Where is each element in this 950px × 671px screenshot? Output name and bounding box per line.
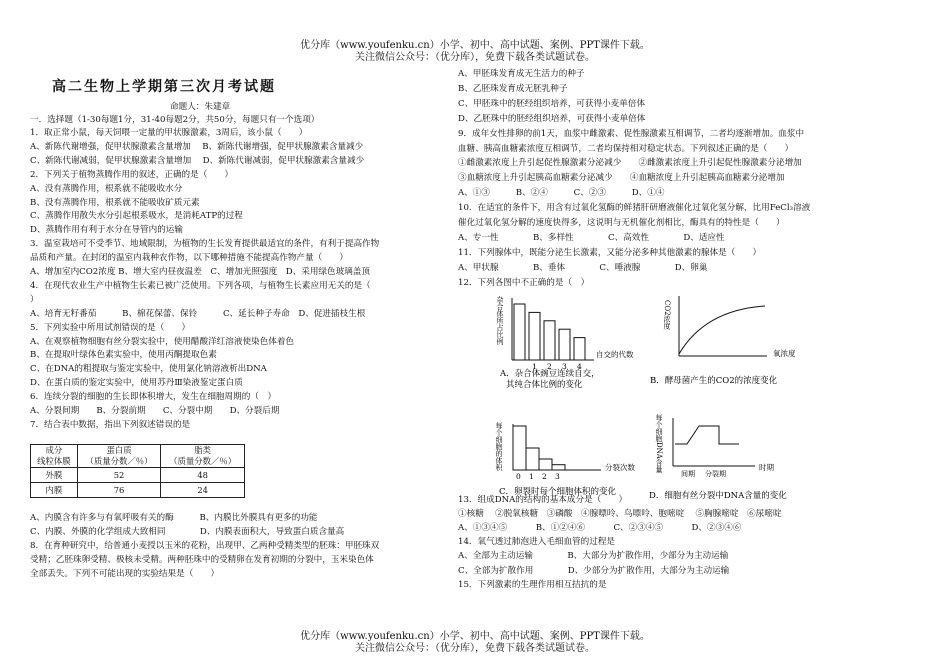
chart-c-caption: C．卵裂时每个细胞体积的变化 (499, 487, 617, 497)
chart-c-tick: 1 (529, 472, 534, 481)
table-header-2b: （质量分数／％） (85, 456, 153, 466)
footer-line2: 关注微信公众号：（优分库），免费下载各类试题试卷。 (355, 643, 595, 654)
question-line: D、蒸腾作用有利于水分在导管内的运输 (30, 225, 183, 236)
membrane-table (30, 444, 245, 498)
chart-d-caption: D．细胞有丝分裂中DNA含量的变化 (649, 491, 787, 501)
chart-a (480, 290, 670, 390)
table-header-cell (31, 445, 78, 468)
chart-d-tick-mitosis: 分裂期 (705, 470, 726, 478)
chart-c-bars (513, 426, 565, 470)
chart-d (635, 410, 835, 505)
chart-a-tick: 2 (547, 362, 552, 371)
question-line: A、甲胚珠发育成无生活力的种子 (458, 69, 585, 79)
chart-d-xlabel: 时期 (759, 463, 774, 472)
question-line: C、蒸腾作用散失水分引起根系吸水，是消耗ATP的过程 (30, 211, 243, 222)
question-line: 5．下列实验中所用试剂错误的是（ ） (30, 322, 191, 333)
question-line: 受精；乙胚珠卵受精、极核未受精。两种胚珠中的受精卵在发育初期的分裂中，玉米染色体 (30, 554, 374, 565)
chart-c-bar (539, 459, 552, 470)
question-line: 3．温室栽培可不受季节、地域限制，为植物的生长发育提供最适宜的条件，有利于提高作物 (30, 239, 380, 250)
chart-d-ylabel: 每个细胞DNA含量 (655, 414, 663, 473)
question-line: ） (30, 294, 39, 305)
question-line: C、内膜、外膜的化学组成大致相同 D、内膜表面积大，导致蛋白质含量高 (30, 526, 345, 537)
header-line2: 关注微信公众号：（优分库），免费下载各类试题试卷。 (355, 52, 595, 63)
chart-c-bar (526, 448, 539, 470)
chart-c-tick: 0 (516, 472, 521, 481)
chart-a-tick: 1 (532, 362, 537, 371)
question-line: A、①③④⑤ B、①②④⑥ C、②③④⑤ D、②③④⑥ (458, 523, 742, 534)
question-line: A、内膜含有许多与有氧呼吸有关的酶 B、内膜比外膜具有更多的功能 (30, 513, 318, 523)
question-line: 14．氧气透过肺泡进入毛细血管的过程是 (458, 537, 616, 548)
table-header-1: 成分 (45, 445, 63, 455)
question-line: A、没有蒸腾作用，根系就不能吸收水分 (30, 183, 183, 194)
question-line: 催化过氧化氢分解的速度快得多，这说明与无机催化剂相比，酶具有的特性是（ ） (458, 218, 785, 228)
question-line: A、专一性 B、多样性 C、高效性 D、适应性 (458, 232, 725, 243)
table-row (31, 468, 245, 483)
exam-title: 高二生物上学期第三次月考试题 (52, 79, 276, 95)
question-line: ①雌激素浓度上升引起促性腺激素分泌减少 ②雌激素浓度上升引起促性腺激素分泌增加 (458, 158, 802, 169)
chart-b-xlabel: 氧浓度 (773, 349, 796, 358)
exam-author: 命题人：朱建章 (170, 102, 231, 112)
chart-a-ylabel: 杂合体所占比例 (496, 296, 504, 345)
chart-a-caption2: 其纯合体比例的变化 (506, 380, 583, 390)
table-header-3: 脂类 (194, 445, 212, 455)
chart-c-tick: 3 (555, 472, 560, 481)
question-line: A、甲状腺 B、垂体 C、唾液腺 D、卵巢 (458, 262, 708, 273)
question-line: 血糖、胰高血糖素浓度互相调节，二者均保持相对稳定状态。下列叙述正确的是（ ） (458, 143, 794, 154)
chart-c-xlabel: 分裂次数 (605, 463, 635, 472)
question-line: 11．下列腺体中，既能分泌生长激素，又能分泌多种其他激素的腺体是（ ） (458, 247, 762, 258)
exam-instructions: 一．选择题（1-30每题1分，31-40每题2分，共50分，每题只有一个选项） (30, 115, 320, 125)
question-line: B、没有蒸腾作用，根系就不能吸收矿质元素 (30, 197, 200, 208)
chart-c-bar (552, 465, 565, 470)
table-header-cell (77, 445, 161, 468)
table-cell: 52 (77, 468, 161, 483)
question-line: A、分裂间期 B、分裂前期 C、分裂中期 D、分裂后期 (30, 406, 280, 416)
question-line: A、①③ B、②④ C、②③ D、①④ (458, 188, 665, 199)
question-line: 13．组成DNA的结构的基本成分是（ ） (458, 495, 628, 505)
question-line: ①核糖 ②脱氧核糖 ③磷酸 ④腺嘌呤、鸟嘌呤、胞嘧啶 ⑤胸腺嘧啶 ⑥尿嘧啶 (458, 509, 782, 520)
table-cell: 内膜 (31, 483, 78, 498)
table-cell: 外膜 (31, 468, 78, 483)
chart-c-tick: 2 (542, 472, 547, 481)
table-cell: 48 (161, 468, 245, 483)
question-line: D、乙胚珠中的胚经组织培养，可获得小麦单倍体 (458, 113, 646, 124)
chart-c-ticks (516, 472, 560, 481)
chart-a-caption1: A．杂合体豌豆连续自交， (500, 369, 600, 379)
question-line: 4．在现代农业生产中植物生长素已被广泛使用。下列各项，与植物生长素应用无关的是（ (30, 280, 371, 291)
table-cell: 76 (77, 483, 161, 498)
question-line: C、在DNA的粗提取与鉴定实验中，使用氯化钠溶液析出DNA (30, 364, 267, 375)
chart-b-caption: B．酵母菌产生的CO2的浓度变化 (650, 376, 778, 386)
table-header-row (31, 445, 245, 468)
chart-c-ylabel: 每个细胞的体积 (495, 422, 503, 471)
chart-a-xlabel: 自交的代数 (596, 350, 634, 359)
question-line: 全部丢失。下列不可能出现的实验结果是（ ） (30, 568, 220, 579)
chart-b-ylabel: CO2浓度 (663, 300, 671, 330)
chart-a-bar (544, 321, 555, 360)
question-line: 12．下列各图中不正确的是（ ） (458, 277, 590, 288)
table-header-2: 蛋白质 (106, 445, 132, 455)
question-line: B、在提取叶绿体色素实验中，使用丙酮提取色素 (30, 350, 217, 361)
footer-line1: 优分库（www.youfenku.cn）小学、初中、高中试题、案例、PPT课件下载。 (300, 631, 650, 642)
question-line: C、新陈代谢减弱，促甲状腺激素含量增加 D、新陈代谢减弱，促甲状腺激素含量减少 (30, 155, 365, 166)
table-header-3b: （质量分数／％） (169, 456, 237, 466)
question-line: A、在观察植物细胞有丝分裂实验中，使用醋酸洋红溶液使染色体着色 (30, 336, 295, 347)
question-line: 1．取正常小鼠，每天饲喂一定量的甲状腺激素，3周后，该小鼠（ ） (30, 128, 308, 138)
chart-a-tick: 3 (562, 362, 567, 371)
question-line: 8．在育种研究中，给普通小麦授以玉米的花粉，出现甲、乙两种受精类型的胚珠：甲胚珠双 (30, 540, 380, 551)
header-line1: 优分库（www.youfenku.cn）小学、初中、高中试题、案例、PPT课件下载。 (300, 40, 650, 51)
chart-c-bar (513, 426, 526, 470)
table-cell: 24 (161, 483, 245, 498)
question-line: C、甲胚珠中的胚经组织培养，可获得小麦单倍体 (458, 98, 646, 109)
question-line: ③血糖浓度上升引起胰高血糖素分泌减少 ④血糖浓度上升引起胰高血糖素分泌增加 (458, 173, 785, 184)
question-line: 品质和产量。在封闭的温室内栽种农作物，以下哪种措施不能提高作物产量（ ） (30, 253, 348, 264)
chart-a-tick: 4 (577, 362, 582, 371)
question-line: 7．结合表中数据，指出下列叙述错误的是 (30, 419, 191, 430)
chart-b-curve (679, 306, 765, 354)
chart-a-bar (529, 312, 540, 360)
chart-d-tick-interphase: 间期 (681, 470, 695, 478)
question-line: A、增加室内CO2浓度 B、增大室内昼夜温差 C、增加光照强度 D、采用绿色玻璃盖顶 (30, 267, 370, 277)
question-line: A、新陈代谢增强，促甲状腺激素含量增加 B、新陈代谢增强，促甲状腺激素含量减少 (30, 141, 364, 152)
question-line: A、全部为主动运输 B、大部分为扩散作用，少部分为主动运输 (458, 551, 729, 562)
question-line: 15．下列激素的生理作用相互拮抗的是 (458, 579, 607, 590)
header (0, 40, 950, 64)
question-line: 10．在适宜的条件下，用含有过氧化氢酶的鲜猪肝研磨液催化过氧化氢分解，比用FeCl₃溶液 (458, 203, 811, 214)
chart-a-bar (514, 304, 525, 360)
question-line: 9．成年女性排卵的前1天，血浆中雌激素、促性腺激素互相调节，二者均逐渐增加。血浆中 (458, 128, 805, 139)
footer (0, 631, 950, 655)
table-header-cell (161, 445, 245, 468)
question-line: 2．下列关于植物蒸腾作用的叙述，正确的是（ ） (30, 169, 234, 180)
chart-d-line (675, 426, 739, 444)
chart-b (645, 290, 875, 390)
question-line: B、乙胚珠发育成无胚乳种子 (458, 83, 568, 94)
question-line: 6．连续分裂的细胞的生长即体积增大，发生在细胞周期的（ ） (30, 392, 277, 403)
chart-a-bars (514, 304, 585, 360)
chart-a-bar (574, 338, 585, 360)
question-line: D、在蛋白质的鉴定实验中，使用苏丹Ⅲ染液鉴定蛋白质 (30, 378, 243, 389)
question-line: C、全部为扩散作用 D、少部分为扩散作用，大部分为主动运输 (458, 565, 730, 576)
chart-a-bar (559, 329, 570, 360)
table-row (31, 483, 245, 498)
table-header-1b: 线粒体膜 (37, 456, 71, 466)
question-line: A、培育无籽番茄 B、棉花保蕾、保铃 C、延长种子寿命 D、促进插枝生根 (30, 308, 366, 319)
